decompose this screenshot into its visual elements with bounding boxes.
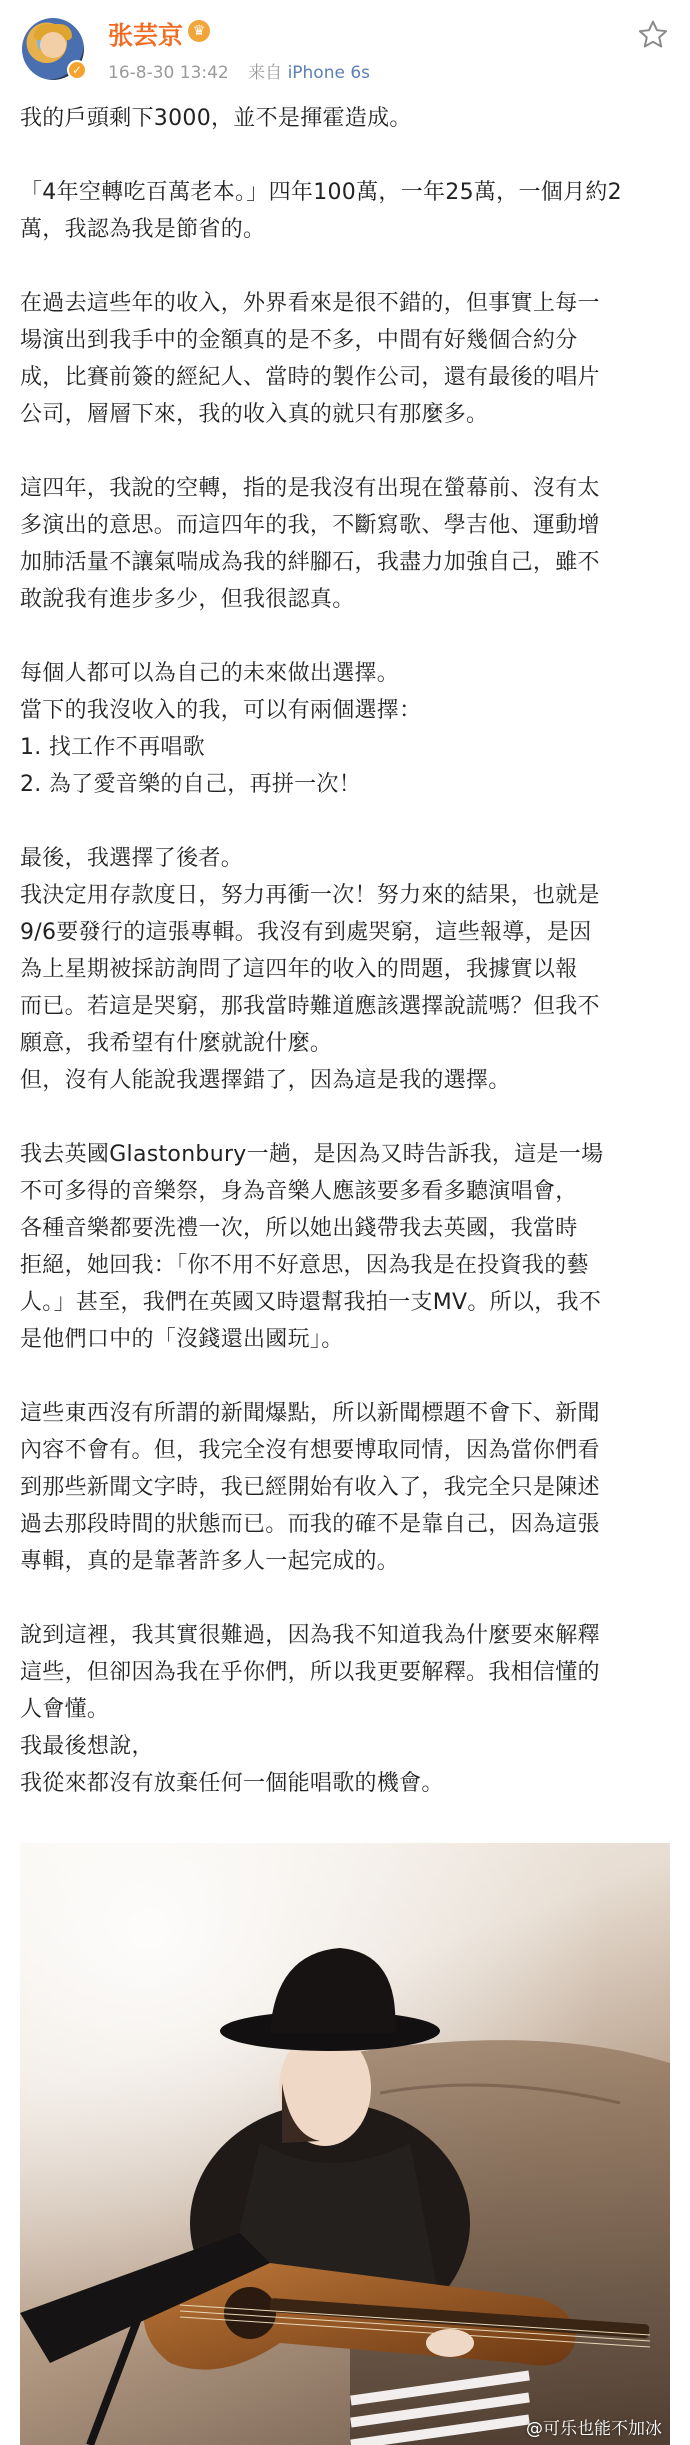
star-icon[interactable]	[636, 18, 670, 52]
post-text-line: 公司，層層下來，我的收入真的就只有那麼多。	[20, 402, 489, 427]
post-text-line: 人會懂。	[20, 1697, 110, 1722]
post-body	[20, 100, 680, 1802]
paragraph-spacer	[20, 433, 680, 470]
post-text-line: 1. 找工作不再唱歌	[20, 735, 205, 760]
post-meta	[108, 58, 370, 83]
post-text-line: 而已。若這是哭窮，那我當時難道應該選擇說謊嗎？但我不	[20, 994, 600, 1019]
post-text-line: 在過去這些年的收入，外界看來是很不錯的，但事實上每一	[20, 291, 600, 316]
verified-badge-icon: ✓	[67, 60, 87, 80]
post-text-line: 願意，我希望有什麼就說什麼。	[20, 1031, 333, 1056]
post-text-line: 內容不會有。但，我完全沒有想要博取同情，因為當你們看	[20, 1438, 600, 1463]
post-text-line: 拒絕，她回我：「你不用不好意思，因為我是在投資我的藝	[20, 1253, 589, 1278]
post-text-line: 2. 為了愛音樂的自己，再拼一次！	[20, 772, 362, 797]
post-text-line: 每個人都可以為自己的未來做出選擇。	[20, 661, 400, 686]
post-photo[interactable]	[20, 1843, 670, 2445]
post-text-line: 敢說我有進步多少，但我很認真。	[20, 587, 355, 612]
post-text-line: 到那些新聞文字時，我已經開始有收入了，我完全只是陳述	[20, 1475, 600, 1500]
post-text-line: 專輯，真的是靠著許多人一起完成的。	[20, 1549, 400, 1574]
photo-watermark: @可乐也能不加冰	[526, 2419, 662, 2439]
post-text-line: 是他們口中的「沒錢還出國玩」。	[20, 1327, 344, 1352]
post-text-line: 各種音樂都要洗禮一次，所以她出錢帶我去英國，我當時	[20, 1216, 578, 1241]
post-text-line: 最後，我選擇了後者。	[20, 846, 244, 871]
post-text-line: 多演出的意思。而這四年的我，不斷寫歌、學吉他、運動增	[20, 513, 600, 538]
post-text-line: 人。」甚至，我們在英國又時還幫我拍一支MV。所以，我不	[20, 1290, 602, 1315]
paragraph-spacer	[20, 803, 680, 840]
guitarist-illustration	[20, 1843, 670, 2445]
post-text-line: 為上星期被採訪詢問了這四年的收入的問題，我據實以報	[20, 957, 578, 982]
source-device-link[interactable]: iPhone 6s	[287, 63, 371, 83]
source-prefix: 来自	[248, 63, 283, 83]
post-text-line: 我的戶頭剩下3000，並不是揮霍造成。	[20, 106, 412, 131]
post-timestamp: 16-8-30 13:42	[108, 63, 229, 83]
post-text-line: 這些東西沒有所謂的新聞爆點，所以新聞標題不會下、新聞	[20, 1401, 600, 1426]
username[interactable]: 张芸京	[108, 21, 184, 50]
paragraph-spacer	[20, 1580, 680, 1617]
post-text-line: 9/6要發行的這張專輯。我沒有到處哭窮，這些報導，是因	[20, 920, 592, 945]
post-text-line: 「4年空轉吃百萬老本。」四年100萬，一年25萬，一個月約2	[20, 180, 622, 205]
post-text-line: 我決定用存款度日，努力再衝一次！努力來的結果，也就是	[20, 883, 600, 908]
paragraph-spacer	[20, 137, 680, 174]
post-text-line: 過去那段時間的狀態而已。而我的確不是靠自己，因為這張	[20, 1512, 600, 1537]
post-text-line: 萬，我認為我是節省的。	[20, 217, 266, 242]
post-text-line: 這些，但卻因為我在乎你們，所以我更要解釋。我相信懂的	[20, 1660, 600, 1685]
crown-icon: ♛	[188, 20, 210, 42]
post-text-line: 但，沒有人能說我選擇錯了，因為這是我的選擇。	[20, 1068, 511, 1093]
post-text-line: 成，比賽前簽的經紀人、當時的製作公司，還有最後的唱片	[20, 365, 600, 390]
post-text-line: 我最後想說，	[20, 1734, 154, 1759]
paragraph-spacer	[20, 1099, 680, 1136]
post-text-line: 加肺活量不讓氣喘成為我的絆腳石，我盡力加強自己，雖不	[20, 550, 600, 575]
post-text-line: 當下的我沒收入的我，可以有兩個選擇：	[20, 698, 422, 723]
paragraph-spacer	[20, 248, 680, 285]
avatar-face	[40, 32, 66, 58]
post-text-line: 場演出到我手中的金額真的是不多，中間有好幾個合約分	[20, 328, 578, 353]
paragraph-spacer	[20, 618, 680, 655]
post-text-line: 這四年，我說的空轉，指的是我沒有出現在螢幕前、沒有太	[20, 476, 600, 501]
post-text-line: 說到這裡，我其實很難過，因為我不知道我為什麼要來解釋	[20, 1623, 600, 1648]
paragraph-spacer	[20, 1358, 680, 1395]
post-header	[0, 0, 690, 88]
post-text-line: 我從來都沒有放棄任何一個能唱歌的機會。	[20, 1771, 444, 1796]
post-text-line: 我去英國Glastonbury一趟，是因為又時告訴我，這是一場	[20, 1142, 604, 1167]
post-text-line: 不可多得的音樂祭，身為音樂人應該要多看多聽演唱會，	[20, 1179, 578, 1204]
